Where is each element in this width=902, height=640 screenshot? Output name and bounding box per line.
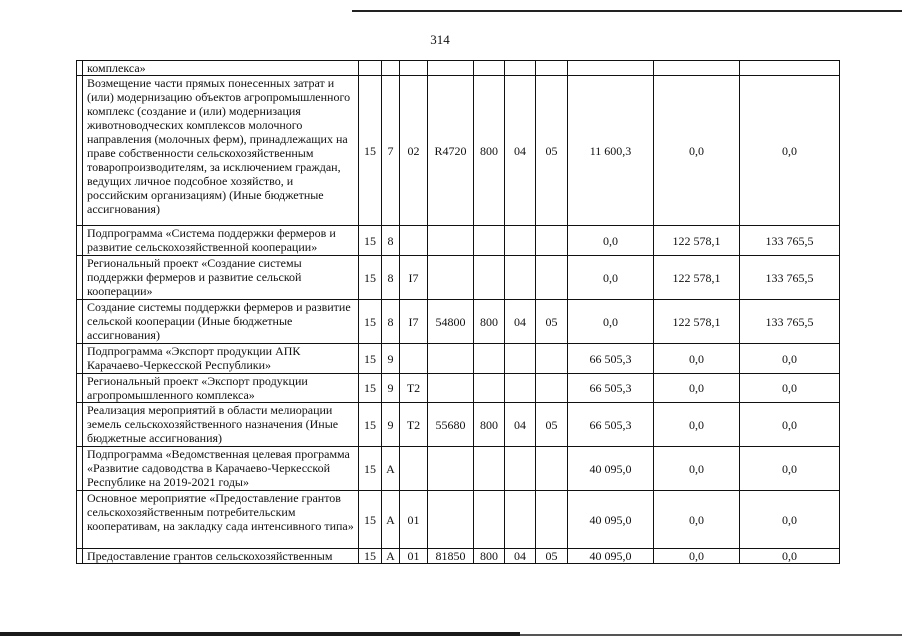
expense-type-cell: 800 (474, 300, 505, 344)
amount-year1-cell: 40 095,0 (568, 549, 654, 564)
amount-year3-cell: 0,0 (740, 403, 840, 447)
table-row (77, 549, 840, 564)
subsection-cell: 05 (536, 549, 568, 564)
amount-year2-cell: 0,0 (654, 344, 740, 374)
direction-cell: 55680 (428, 403, 474, 447)
amount-year3-cell: 0,0 (740, 374, 840, 403)
subprogram-cell: А (382, 447, 400, 491)
row-name-cell: Основное мероприятие «Предоставление грантов сельскохозяйственным потребительским кооперативам, на закладку сада интенсивного типа» (83, 491, 359, 549)
amount-year3-cell: 0,0 (740, 549, 840, 564)
subprogram-cell: 9 (382, 344, 400, 374)
main-activity-cell: T2 (400, 374, 428, 403)
direction-cell: 81850 (428, 549, 474, 564)
amount-year3-cell: 0,0 (740, 447, 840, 491)
subsection-cell: 05 (536, 300, 568, 344)
main-activity-cell (400, 226, 428, 256)
glava-cell: 15 (359, 403, 382, 447)
row-name-cell: Подпрограмма «Ведомственная целевая программа «Развитие садоводства в Карачаево-Черкесской Республике на 2019-2021 годы» (83, 447, 359, 491)
main-activity-cell: T2 (400, 403, 428, 447)
row-name-cell: Подпрограмма «Система поддержки фермеров и развитие сельскохозяйственной кооперации» (83, 226, 359, 256)
direction-cell (428, 491, 474, 549)
budget-table (76, 60, 840, 564)
subprogram-cell: А (382, 549, 400, 564)
amount-year2-cell (654, 61, 740, 76)
glava-cell: 15 (359, 256, 382, 300)
main-activity-cell (400, 447, 428, 491)
main-activity-cell: I7 (400, 256, 428, 300)
amount-year2-cell: 122 578,1 (654, 226, 740, 256)
row-name-cell: Создание системы поддержки фермеров и развитие сельской кооперации (Иные бюджетные ассигнования) (83, 300, 359, 344)
subsection-cell: 05 (536, 403, 568, 447)
main-activity-cell: 01 (400, 549, 428, 564)
section-cell (505, 491, 536, 549)
direction-cell (428, 226, 474, 256)
expense-type-cell (474, 374, 505, 403)
row-name-cell: Возмещение части прямых понесенных затрат и (или) модернизацию объектов агропромышленного комплекс (создание и (или) модернизация животноводческих комплексов молочного направления (молочных ферм), принадлежащих на праве собственности сельскохозяйственным товаропроизводителям, за исключением граждан, ведущих личное подсобное хозяйство, и российским организациям) (Иные бюджетные ассигнования) (83, 76, 359, 226)
amount-year3-cell: 133 765,5 (740, 300, 840, 344)
subprogram-cell: 9 (382, 403, 400, 447)
section-cell (505, 226, 536, 256)
amount-year1-cell: 0,0 (568, 256, 654, 300)
amount-year1-cell: 66 505,3 (568, 344, 654, 374)
amount-year2-cell: 0,0 (654, 549, 740, 564)
table-row (77, 226, 840, 256)
expense-type-cell (474, 447, 505, 491)
expense-type-cell (474, 61, 505, 76)
table-row (77, 491, 840, 549)
expense-type-cell: 800 (474, 403, 505, 447)
amount-year2-cell: 0,0 (654, 374, 740, 403)
section-cell (505, 61, 536, 76)
amount-year2-cell: 122 578,1 (654, 300, 740, 344)
direction-cell (428, 374, 474, 403)
table-row (77, 344, 840, 374)
subprogram-cell (382, 61, 400, 76)
glava-cell (359, 61, 382, 76)
row-name-cell: комплекса» (83, 61, 359, 76)
glava-cell: 15 (359, 447, 382, 491)
subprogram-cell: А (382, 491, 400, 549)
scan-edge-bottom-thin (520, 634, 902, 636)
main-activity-cell (400, 344, 428, 374)
table-row (77, 76, 840, 226)
main-activity-cell (400, 61, 428, 76)
expense-type-cell (474, 491, 505, 549)
main-activity-cell: I7 (400, 300, 428, 344)
table-row (77, 374, 840, 403)
section-cell (505, 447, 536, 491)
glava-cell: 15 (359, 374, 382, 403)
row-name-cell: Региональный проект «Создание системы поддержки фермеров и развитие сельской кооперации» (83, 256, 359, 300)
direction-cell: 54800 (428, 300, 474, 344)
subsection-cell (536, 374, 568, 403)
scan-edge-bottom (0, 632, 520, 636)
amount-year2-cell: 0,0 (654, 403, 740, 447)
glava-cell: 15 (359, 549, 382, 564)
subsection-cell: 05 (536, 76, 568, 226)
row-name-cell: Подпрограмма «Экспорт продукции АПК Карачаево-Черкесской Республики» (83, 344, 359, 374)
direction-cell (428, 61, 474, 76)
direction-cell (428, 344, 474, 374)
row-name-cell: Реализация мероприятий в области мелиорации земель сельскохозяйственного назначения (Иные бюджетные ассигнования) (83, 403, 359, 447)
section-cell: 04 (505, 549, 536, 564)
amount-year1-cell: 40 095,0 (568, 447, 654, 491)
expense-type-cell (474, 344, 505, 374)
expense-type-cell (474, 226, 505, 256)
amount-year1-cell: 66 505,3 (568, 403, 654, 447)
subprogram-cell: 8 (382, 300, 400, 344)
section-cell: 04 (505, 76, 536, 226)
amount-year2-cell: 122 578,1 (654, 256, 740, 300)
table-row (77, 403, 840, 447)
expense-type-cell: 800 (474, 76, 505, 226)
glava-cell: 15 (359, 226, 382, 256)
amount-year1-cell: 0,0 (568, 300, 654, 344)
subprogram-cell: 9 (382, 374, 400, 403)
subsection-cell (536, 61, 568, 76)
expense-type-cell (474, 256, 505, 300)
subsection-cell (536, 447, 568, 491)
table-row (77, 61, 840, 76)
table-row (77, 256, 840, 300)
amount-year1-cell: 11 600,3 (568, 76, 654, 226)
subsection-cell (536, 226, 568, 256)
page-number: 314 (430, 32, 450, 47)
expense-type-cell: 800 (474, 549, 505, 564)
amount-year3-cell: 0,0 (740, 491, 840, 549)
amount-year1-cell: 66 505,3 (568, 374, 654, 403)
glava-cell: 15 (359, 76, 382, 226)
amount-year3-cell (740, 61, 840, 76)
subprogram-cell: 8 (382, 256, 400, 300)
direction-cell (428, 447, 474, 491)
row-name-cell: Региональный проект «Экспорт продукции агропромышленного комплекса» (83, 374, 359, 403)
direction-cell: R4720 (428, 76, 474, 226)
direction-cell (428, 256, 474, 300)
glava-cell: 15 (359, 300, 382, 344)
section-cell (505, 374, 536, 403)
main-activity-cell: 02 (400, 76, 428, 226)
subprogram-cell: 8 (382, 226, 400, 256)
section-cell (505, 344, 536, 374)
table-row (77, 300, 840, 344)
subsection-cell (536, 344, 568, 374)
table-row (77, 447, 840, 491)
main-activity-cell: 01 (400, 491, 428, 549)
amount-year2-cell: 0,0 (654, 76, 740, 226)
amount-year1-cell (568, 61, 654, 76)
amount-year2-cell: 0,0 (654, 491, 740, 549)
glava-cell: 15 (359, 344, 382, 374)
subprogram-cell: 7 (382, 76, 400, 226)
amount-year3-cell: 0,0 (740, 344, 840, 374)
section-cell (505, 256, 536, 300)
row-name-cell: Предоставление грантов сельскохозяйственным (83, 549, 359, 564)
glava-cell: 15 (359, 491, 382, 549)
section-cell: 04 (505, 403, 536, 447)
amount-year2-cell: 0,0 (654, 447, 740, 491)
subsection-cell (536, 491, 568, 549)
amount-year3-cell: 0,0 (740, 76, 840, 226)
amount-year3-cell: 133 765,5 (740, 256, 840, 300)
amount-year1-cell: 40 095,0 (568, 491, 654, 549)
amount-year3-cell: 133 765,5 (740, 226, 840, 256)
subsection-cell (536, 256, 568, 300)
scan-edge-top (352, 10, 902, 12)
amount-year1-cell: 0,0 (568, 226, 654, 256)
section-cell: 04 (505, 300, 536, 344)
